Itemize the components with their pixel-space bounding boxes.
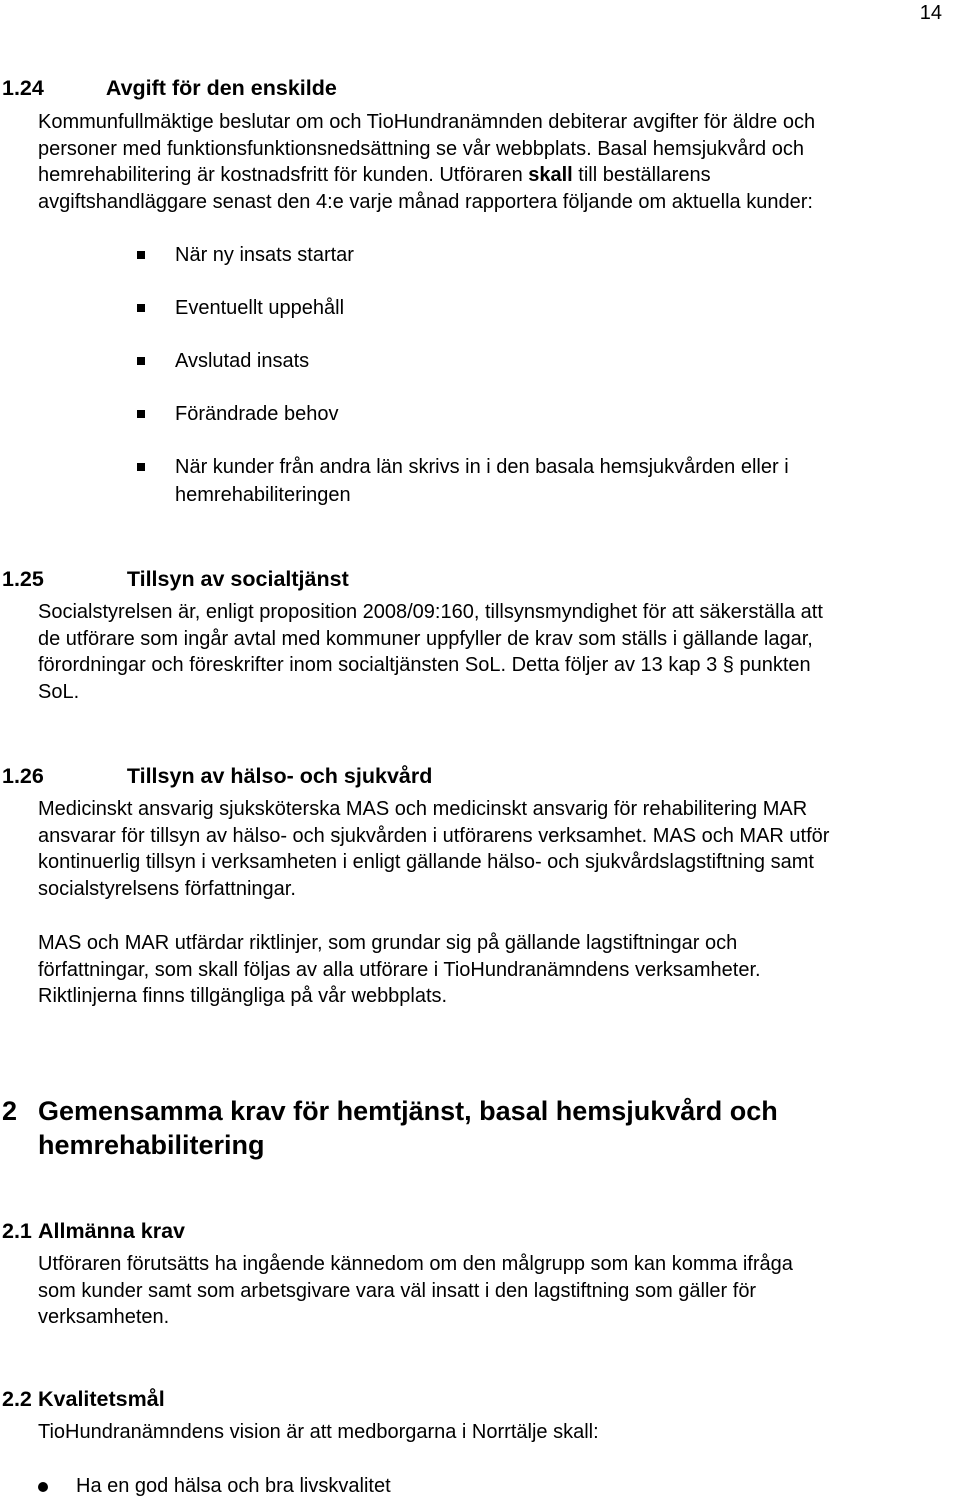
square-bullet-icon bbox=[137, 463, 145, 471]
text-run: hemrehabilitering är kostnadsfritt för kunden. Utföraren bbox=[38, 164, 529, 186]
text-line: Socialstyrelsen är, enligt proposition 2008/09:160, tillsynsmyndighet för att säkerställa att bbox=[38, 601, 823, 623]
text-line: de utförare som ingår avtal med kommuner uppfyller de krav som ställs i gällande lagar, bbox=[38, 627, 813, 650]
square-bullet-icon bbox=[137, 410, 145, 418]
text-run: till beställarens bbox=[572, 164, 711, 186]
paragraph-riktlinjer bbox=[38, 930, 960, 1010]
chapter-title bbox=[38, 1094, 778, 1162]
paragraph-mas-mar bbox=[38, 796, 960, 902]
square-bullet-icon bbox=[137, 304, 145, 312]
text-line: TioHundranämndens vision är att medborgarna i Norrtälje skall: bbox=[38, 1421, 599, 1443]
section-heading-1-26 bbox=[2, 763, 432, 789]
round-bullet-icon bbox=[38, 1482, 48, 1492]
section-heading-2-2 bbox=[2, 1386, 32, 1412]
chapter-title-line: Gemensamma krav för hemtjänst, basal hemsjukvård och bbox=[38, 1096, 778, 1126]
page-number: 14 bbox=[919, 2, 942, 24]
text-line: som kunder samt som arbetsgivare vara väl insatt i den lagstiftning som gäller för bbox=[38, 1279, 757, 1302]
section-number: 1.24 bbox=[2, 76, 44, 100]
list-item: Förändrade behov bbox=[175, 403, 339, 425]
section-heading-1-24 bbox=[2, 75, 337, 101]
bold-text: skall bbox=[528, 164, 573, 186]
section-title-2-2: Kvalitetsmål bbox=[38, 1387, 165, 1411]
section-number: 1.26 bbox=[2, 764, 44, 788]
text-line: kontinuerlig tillsyn i verksamheten i enligt gällande hälso- och sjukvårdslagstiftning samt bbox=[38, 851, 814, 873]
section-number: 1.25 bbox=[2, 567, 44, 591]
text-line: MAS och MAR utfärdar riktlinjer, som grundar sig på gällande lagstiftningar och bbox=[38, 932, 738, 954]
chapter-heading-2 bbox=[2, 1094, 17, 1128]
text-line: SoL. bbox=[38, 680, 80, 703]
text-line bbox=[38, 162, 960, 189]
section-heading-2-1 bbox=[2, 1218, 32, 1244]
text-line: avgiftshandläggare senast den 4:e varje månad rapportera följande om aktuella kunder: bbox=[38, 190, 813, 213]
text-line: verksamheten. bbox=[38, 1306, 170, 1328]
list-item-continuation: hemrehabiliteringen bbox=[175, 484, 351, 506]
list-item: När kunder från andra län skrivs in i den basala hemsjukvården eller i bbox=[175, 456, 789, 478]
section-title-2-1: Allmänna krav bbox=[38, 1219, 185, 1243]
list-item: När ny insats startar bbox=[175, 244, 354, 266]
paragraph-tillsyn-socialtjanst bbox=[38, 599, 960, 705]
section-title: Avgift för den enskilde bbox=[105, 76, 337, 100]
square-bullet-icon bbox=[137, 357, 145, 365]
text-line: Riktlinjerna finns tillgängliga på vår webbplats. bbox=[38, 985, 448, 1007]
text-line: Medicinskt ansvarig sjuksköterska MAS och medicinskt ansvarig för rehabilitering MAR bbox=[38, 798, 808, 820]
text-line: förordningar och föreskrifter inom socialtjänsten SoL. Detta följer av 13 kap 3 § punkten bbox=[38, 654, 811, 676]
list-item: Eventuellt uppehåll bbox=[175, 297, 345, 319]
text-line: författningar, som skall följas av alla utförare i TioHundranämndens verksamheter. bbox=[38, 958, 761, 981]
list-item: Avslutad insats bbox=[175, 350, 310, 372]
text-line: personer med funktionsfunktionsnedsättning se vår webbplats. Basal hemsjukvård och bbox=[38, 137, 804, 160]
paragraph-avgift bbox=[38, 109, 960, 215]
text-line: Utföraren förutsätts ha ingående kännedom om den målgrupp som kan komma ifråga bbox=[38, 1253, 793, 1275]
section-title: Tillsyn av socialtjänst bbox=[126, 567, 349, 591]
square-bullet-icon bbox=[137, 251, 145, 259]
section-heading-1-25 bbox=[2, 566, 349, 592]
paragraph-allmanna-krav bbox=[38, 1251, 960, 1331]
paragraph-kvalitetsmal bbox=[38, 1419, 960, 1446]
text-line: Kommunfullmäktige beslutar om och TioHundranämnden debiterar avgifter för äldre och bbox=[38, 111, 816, 133]
section-number: 2.1 bbox=[2, 1219, 32, 1243]
chapter-title-line: hemrehabilitering bbox=[38, 1130, 265, 1160]
list-item: Ha en god hälsa och bra livskvalitet bbox=[76, 1475, 391, 1497]
text-line: socialstyrelsens författningar. bbox=[38, 877, 296, 900]
section-title: Tillsyn av hälso- och sjukvård bbox=[126, 764, 433, 788]
section-number: 2.2 bbox=[2, 1387, 32, 1411]
chapter-number: 2 bbox=[2, 1096, 18, 1126]
text-line: ansvarar för tillsyn av hälso- och sjukvården i utförarens verksamhet. MAS och MAR utför bbox=[38, 824, 830, 847]
